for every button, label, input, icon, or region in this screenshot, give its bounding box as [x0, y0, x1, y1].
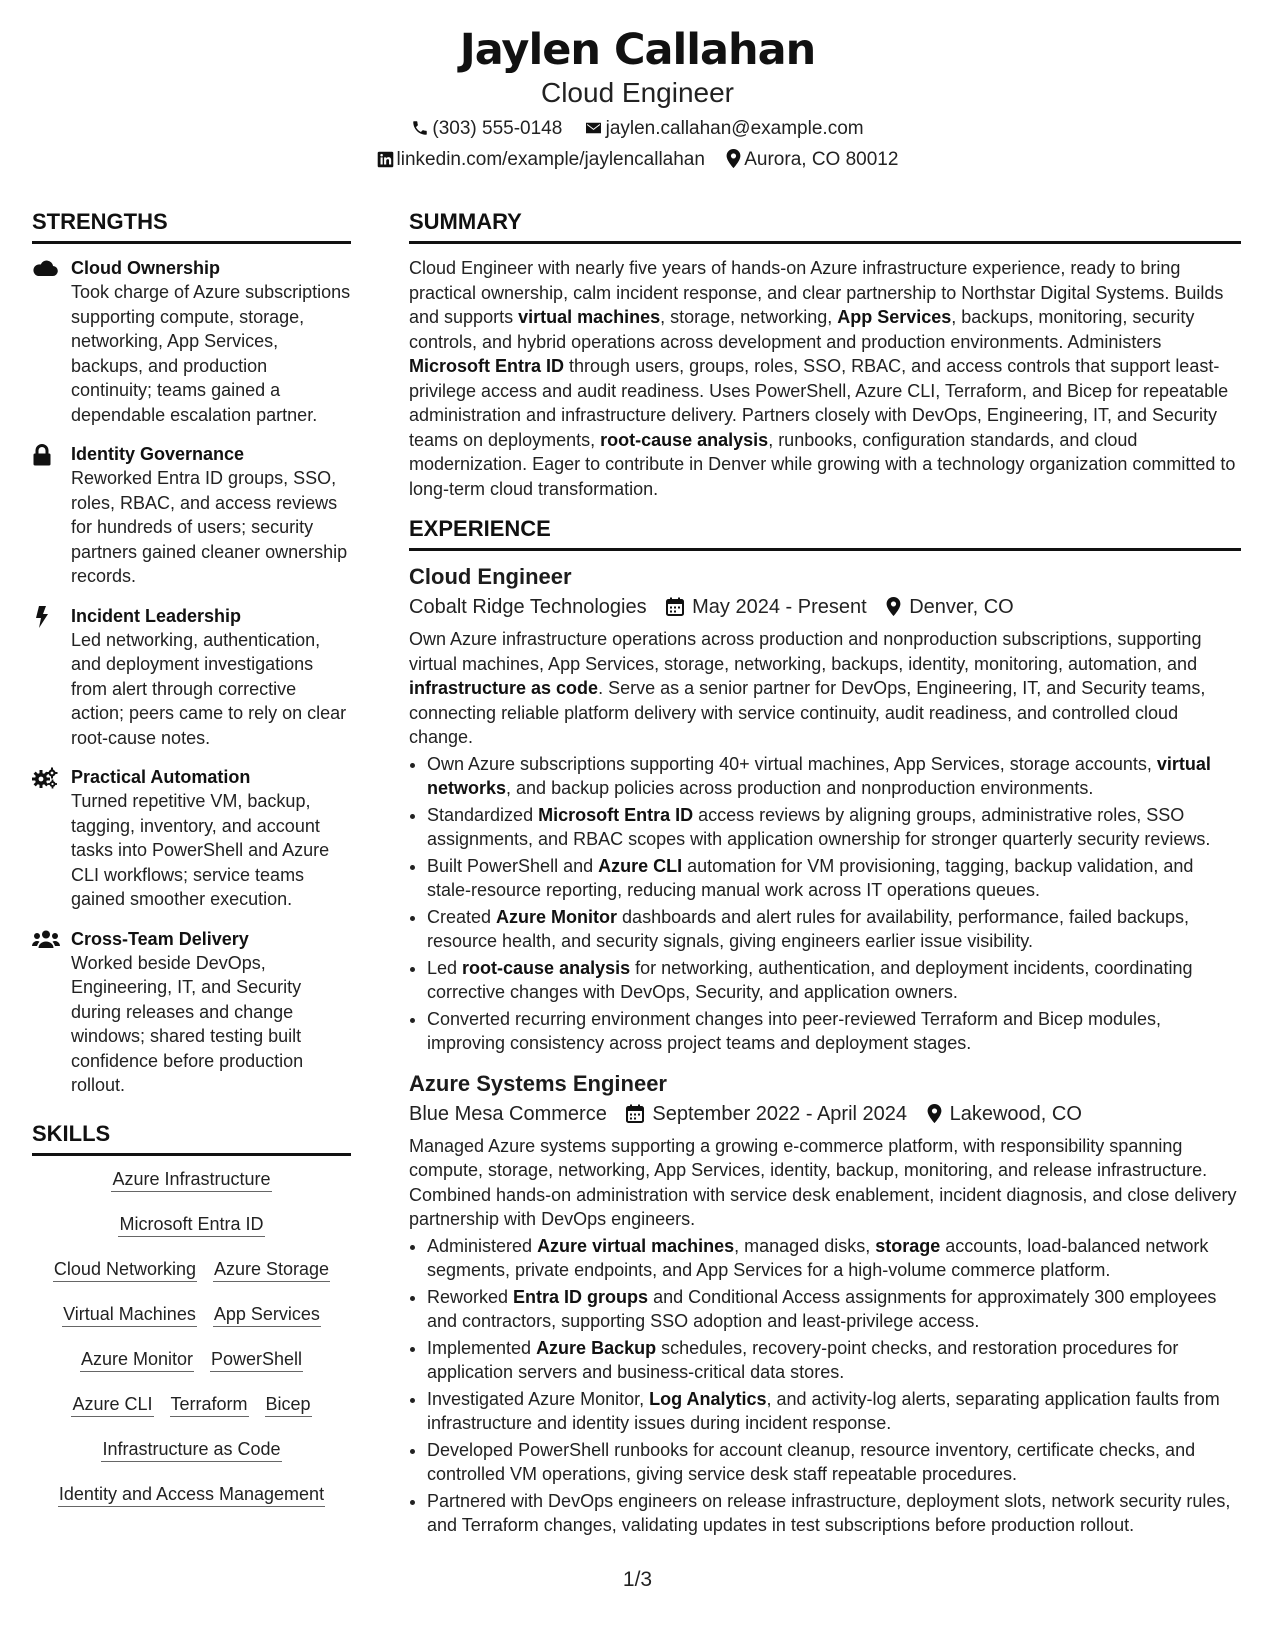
- emphasis-text: Microsoft Entra ID: [409, 356, 565, 376]
- job-dates-text: September 2022 - April 2024: [652, 1102, 908, 1125]
- text-segment: . Serve as a senior partner for DevOps, Engineering, IT, and Security teams, connecting reliable platform delivery with service continuity, audit readiness, and controlled cloud change.: [409, 678, 1206, 747]
- job-bullet: [427, 854, 1241, 903]
- contact-linkedin: [377, 148, 705, 172]
- emphasis-text: Entra ID groups: [513, 1286, 649, 1307]
- candidate-name: Jaylen Callahan: [459, 25, 816, 75]
- summary-text: [409, 256, 1241, 501]
- skill-tag: Infrastructure as Code: [101, 1438, 281, 1462]
- job-bullet: [427, 1489, 1241, 1538]
- skill-tag: Azure CLI: [71, 1393, 153, 1417]
- emphasis-text: Azure Backup: [536, 1337, 657, 1358]
- skill-row: [32, 1438, 351, 1463]
- text-segment: Built PowerShell and: [427, 855, 599, 876]
- map-pin-icon: [927, 1104, 942, 1123]
- strength-item: [32, 604, 351, 751]
- skill-tag: Azure Infrastructure: [111, 1168, 271, 1192]
- job-bullet: [427, 1336, 1241, 1385]
- skills-heading: SKILLS: [32, 1120, 351, 1156]
- job-meta: [409, 1100, 1241, 1128]
- job-location: [886, 593, 1013, 621]
- job-dates: [666, 593, 867, 621]
- map-pin-icon: [886, 597, 901, 616]
- strength-desc: Worked beside DevOps, Engineering, IT, and Security during releases and change windows; shared testing built confidence before production rollout.: [71, 952, 304, 1095]
- users-icon: [32, 929, 60, 954]
- emphasis-text: root-cause analysis: [462, 957, 631, 978]
- strength-title: Practical Automation: [71, 767, 251, 787]
- candidate-role: Cloud Engineer: [540, 77, 735, 108]
- emphasis-text: virtual machines: [518, 307, 661, 327]
- text-segment: Own Azure subscriptions supporting 40+ virtual machines, App Services, storage accounts,: [427, 753, 1157, 774]
- cloud-icon: [32, 258, 58, 283]
- strength-title: Cloud Ownership: [71, 258, 221, 278]
- job-location-text: Denver, CO: [909, 596, 1014, 618]
- skill-tag: PowerShell: [210, 1348, 303, 1372]
- strength-title: Incident Leadership: [71, 605, 242, 626]
- skills-list: [32, 1168, 351, 1508]
- text-segment: access reviews by aligning groups, administrative roles, SSO assignments, and RBAC scopes with application ownership for stronger quarterly security reviews.: [427, 804, 1211, 849]
- emphasis-text: Azure Monitor: [496, 906, 618, 927]
- job-description: [409, 1134, 1241, 1232]
- job-location: [927, 1100, 1082, 1128]
- skill-row: [32, 1258, 351, 1283]
- skill-tag: Terraform: [170, 1393, 249, 1417]
- email-text[interactable]: jaylen.callahan@example.com: [605, 118, 864, 139]
- strength-item: [32, 765, 351, 912]
- strength-desc: Reworked Entra ID groups, SSO, roles, RBAC, and access reviews for hundreds of users; security partners gained cleaner ownership records.: [71, 468, 348, 586]
- job-bullet: [427, 1234, 1241, 1283]
- experience-heading: EXPERIENCE: [409, 515, 1241, 551]
- strength-desc: Turned repetitive VM, backup, tagging, inventory, and account tasks into PowerShell and Azure CLI workflows; service teams gained smoother execution.: [71, 791, 330, 909]
- emphasis-text: Microsoft Entra ID: [538, 804, 694, 825]
- job-bullet: [427, 752, 1241, 801]
- job-dates: [626, 1100, 907, 1128]
- contact-location: [726, 148, 898, 172]
- job-description: [409, 627, 1241, 750]
- text-segment: schedules, recovery-point checks, and restoration procedures for application servers and business-critical data stores.: [427, 1337, 1179, 1382]
- skill-row: [32, 1393, 351, 1418]
- job-bullets: [409, 752, 1241, 1056]
- strength-desc: Led networking, authentication, and deployment investigations from alert through corrective action; peers came to rely on clear root-cause notes.: [71, 629, 347, 748]
- job-location-text: Lakewood, CO: [949, 1102, 1082, 1125]
- text-segment: accounts, load-balanced network segments, private endpoints, and App Services for a high-volume commerce platform.: [427, 1235, 1209, 1280]
- skill-tag: Bicep: [265, 1393, 312, 1417]
- text-segment: Implemented: [427, 1337, 537, 1358]
- skill-tag: Identity and Access Management: [58, 1483, 325, 1507]
- text-segment: , storage, networking,: [660, 307, 838, 327]
- text-segment: Own Azure infrastructure operations across production and nonproduction subscriptions, supporting virtual machines, App Services, storage, networking, backups, identity, monitoring, automation, and: [409, 629, 1202, 674]
- text-segment: for networking, authentication, and deployment incidents, coordinating corrective changes with DevOps, Security, and application owners.: [427, 957, 1193, 1002]
- job-company: Blue Mesa Commerce: [409, 1102, 607, 1125]
- text-segment: through users, groups, roles, SSO, RBAC, and access controls that support least-privilege access and audit readiness. Uses PowerShell, Azure CLI, Terraform, and Bicep for repeatable administration and infrastructure delivery. Partners closely with DevOps, Engineering, IT, and Security teams on deployments,: [409, 356, 1229, 450]
- job-bullet: [427, 956, 1241, 1005]
- map-pin-icon: [726, 149, 741, 168]
- strength-desc: Took charge of Azure subscriptions supporting compute, storage, networking, App Services, backups, and production continuity; teams gained a dependable escalation partner.: [71, 282, 351, 425]
- text-segment: Reworked: [427, 1286, 514, 1307]
- job-bullet: [427, 1285, 1241, 1334]
- calendar-icon: [666, 597, 684, 616]
- skill-row: [32, 1348, 351, 1373]
- text-segment: Developed PowerShell runbooks for account cleanup, resource inventory, certificate checks, and controlled VM operations, giving service desk staff repeatable procedures.: [427, 1439, 1196, 1484]
- strength-title: Cross-Team Delivery: [71, 928, 249, 949]
- skill-row: [32, 1213, 351, 1238]
- contact-line-1: [0, 117, 1275, 141]
- strength-title: Identity Governance: [71, 444, 245, 464]
- text-segment: Converted recurring environment changes into peer-reviewed Terraform and Bicep modules, improving consistency across project teams and deployment stages.: [427, 1008, 1162, 1053]
- contact-line-2: [0, 148, 1275, 172]
- text-segment: , managed disks,: [734, 1235, 876, 1256]
- job-title: Azure Systems Engineer: [409, 1070, 667, 1096]
- linkedin-text[interactable]: linkedin.com/example/jaylencallahan: [396, 149, 705, 170]
- skill-tag: Virtual Machines: [62, 1303, 197, 1327]
- strengths-heading: STRENGTHS: [32, 208, 351, 244]
- text-segment: Cloud Engineer with nearly five years of hands-on Azure infrastructure experience, ready to bring practical ownership, calm incident response, and clear partnership to Northstar Digital Systems. Builds and supports: [409, 258, 1224, 327]
- contact-phone: [411, 117, 562, 141]
- skill-tag: Cloud Networking: [53, 1258, 197, 1282]
- linkedin-icon: [377, 151, 394, 168]
- left-column: [32, 208, 351, 1528]
- strength-item: [32, 256, 351, 427]
- skill-tag: Azure Monitor: [80, 1348, 194, 1372]
- job-entry: [409, 1070, 1241, 1538]
- text-segment: automation for VM provisioning, tagging, backup validation, and stale-resource reporting, reducing manual work across IT operations queues.: [427, 855, 1194, 900]
- location-text: Aurora, CO 80012: [744, 149, 899, 170]
- skill-row: [32, 1483, 351, 1508]
- right-column: [409, 208, 1241, 1552]
- contact-email: [584, 117, 864, 141]
- gears-icon: [32, 767, 58, 794]
- emphasis-text: infrastructure as code: [409, 678, 599, 698]
- emphasis-text: virtual networks: [427, 753, 1211, 798]
- emphasis-text: App Services: [837, 307, 952, 327]
- text-segment: Led: [427, 957, 463, 978]
- skill-row: [32, 1168, 351, 1193]
- text-segment: , and activity-log alerts, separating application faults from infrastructure and identity issues during incident response.: [427, 1388, 1220, 1433]
- text-segment: Partnered with DevOps engineers on release infrastructure, deployment slots, network security rules, and Terraform changes, validating updates in test subscriptions before production rollout.: [427, 1490, 1231, 1535]
- page-number: 1/3: [622, 1568, 653, 1591]
- text-segment: Standardized: [427, 804, 539, 825]
- text-segment: Administered: [427, 1235, 538, 1256]
- job-bullet: [427, 905, 1241, 954]
- envelope-icon: [584, 119, 603, 137]
- job-bullet: [427, 803, 1241, 852]
- text-segment: , and backup policies across production and nonproduction environments.: [506, 778, 1094, 798]
- lock-icon: [32, 444, 52, 471]
- skill-tag: App Services: [213, 1303, 321, 1327]
- phone-text[interactable]: (303) 555-0148: [432, 118, 563, 139]
- job-entry: [409, 563, 1241, 1056]
- summary-heading: SUMMARY: [409, 208, 1241, 244]
- emphasis-text: Log Analytics: [649, 1388, 767, 1409]
- strength-item: [32, 927, 351, 1098]
- text-segment: , backups, monitoring, security controls, and hybrid operations across development and production environments. Administers: [409, 307, 1195, 352]
- job-bullet: [427, 1007, 1241, 1056]
- skill-tag: Azure Storage: [213, 1258, 330, 1282]
- emphasis-text: storage: [875, 1235, 941, 1256]
- calendar-icon: [626, 1104, 644, 1123]
- skill-row: [32, 1303, 351, 1328]
- text-segment: dashboards and alert rules for availability, performance, failed backups, resource health, and security signals, giving engineers earlier issue visibility.: [427, 906, 1190, 951]
- job-bullet: [427, 1438, 1241, 1487]
- job-dates-text: May 2024 - Present: [692, 596, 867, 618]
- job-meta: [409, 593, 1241, 621]
- job-bullet: [427, 1387, 1241, 1436]
- strength-item: [32, 442, 351, 589]
- emphasis-text: Azure virtual machines: [537, 1235, 735, 1256]
- text-segment: Managed Azure systems supporting a growing e-commerce platform, with responsibility spanning compute, storage, networking, App Services, identity, backup, monitoring, and release infrastructure. Combined hands-on administration with service desk enablement, incident diagnosis, and close delivery partnership with DevOps engineers.: [409, 1135, 1237, 1229]
- resume-header: [0, 24, 1275, 172]
- emphasis-text: root-cause analysis: [600, 429, 769, 450]
- emphasis-text: Azure CLI: [598, 855, 683, 876]
- text-segment: Created: [427, 906, 497, 927]
- job-bullets: [409, 1234, 1241, 1538]
- job-company: Cobalt Ridge Technologies: [409, 596, 647, 618]
- phone-icon: [411, 119, 429, 137]
- text-segment: , runbooks, configuration standards, and cloud modernization. Eager to contribute in Denver while growing with a technology organization committed to long-term cloud transformation.: [409, 429, 1236, 499]
- skill-tag: Microsoft Entra ID: [118, 1213, 264, 1237]
- job-title: Cloud Engineer: [409, 564, 572, 589]
- text-segment: and Conditional Access assignments for approximately 300 employees and contractors, supporting SSO adoption and least-privilege access.: [427, 1286, 1217, 1331]
- text-segment: Investigated Azure Monitor,: [427, 1388, 650, 1409]
- bolt-icon: [32, 606, 52, 633]
